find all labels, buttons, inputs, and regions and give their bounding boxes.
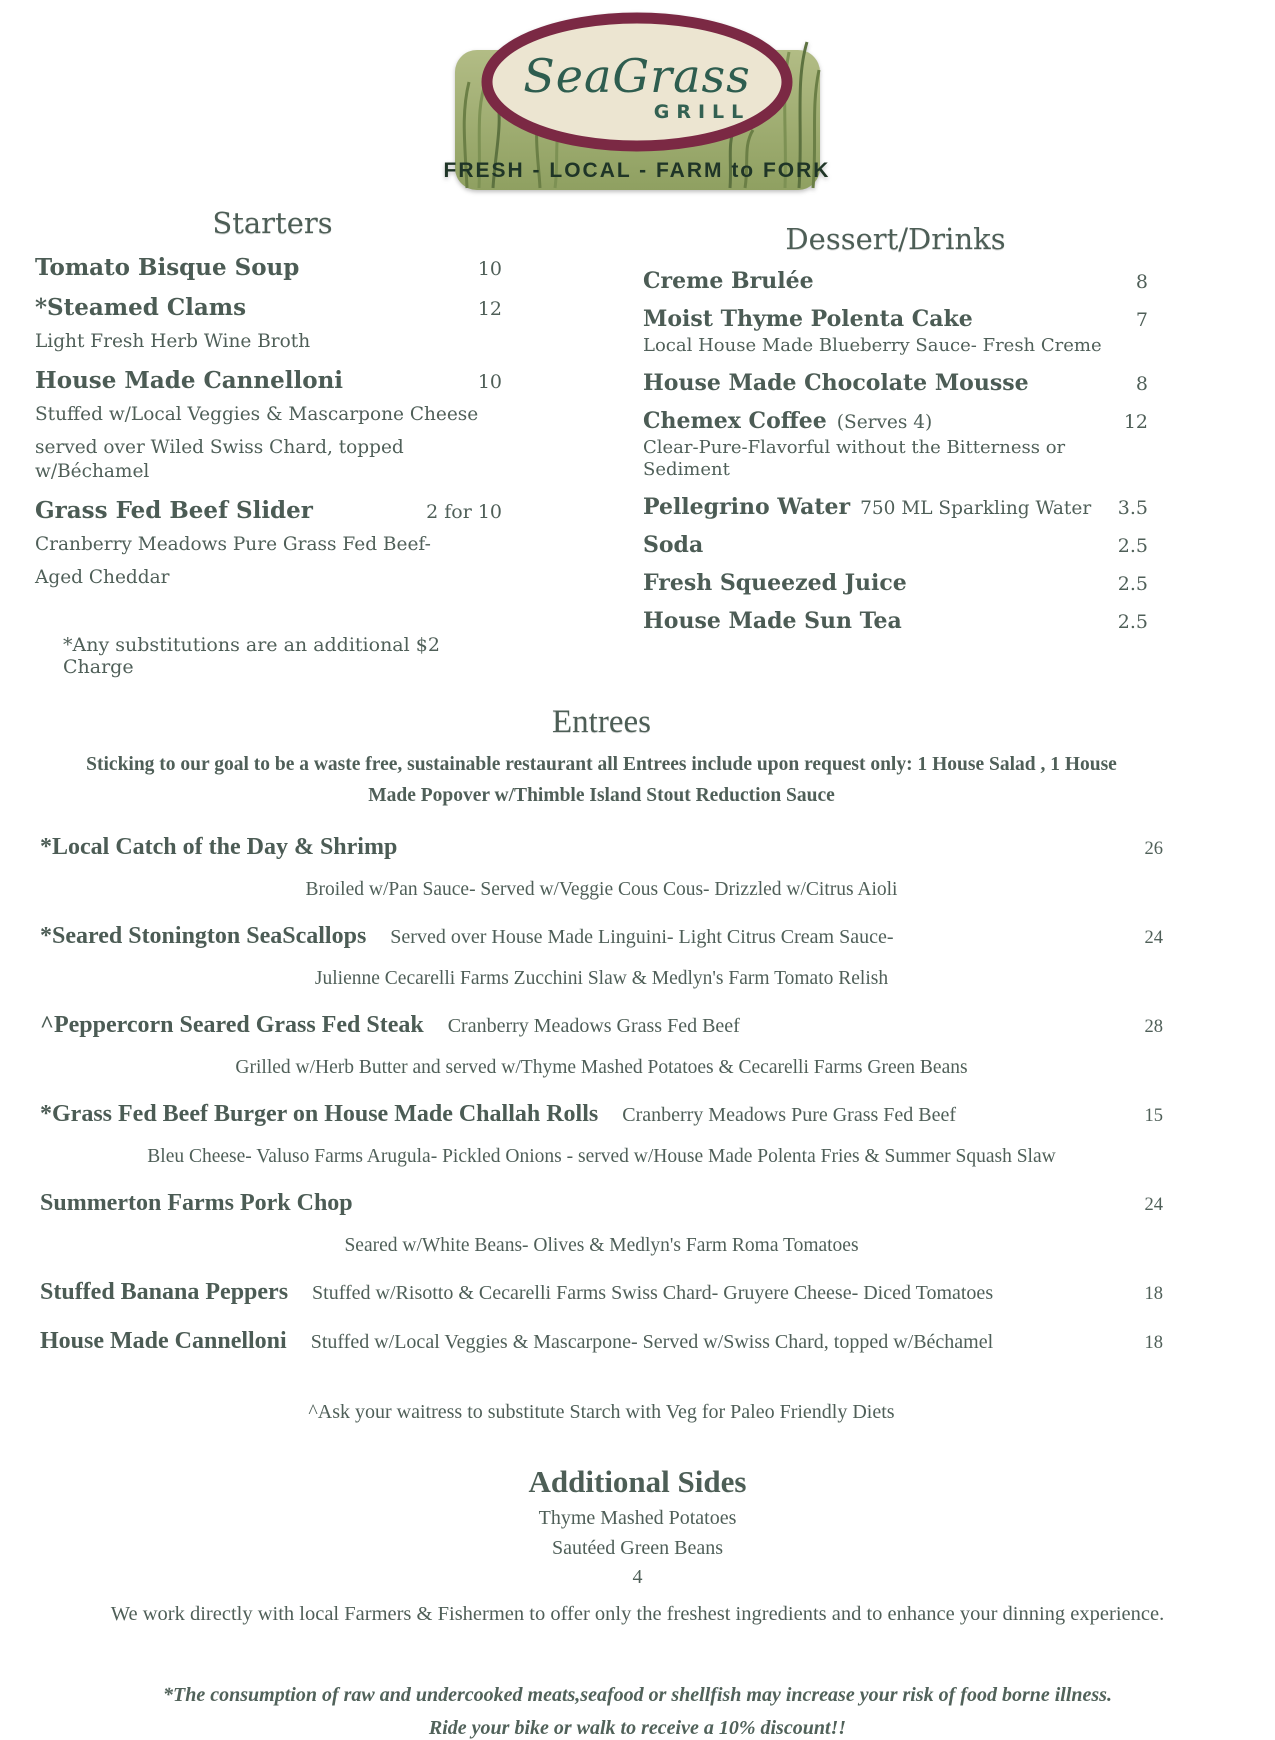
- logo-graphic: [445, 14, 830, 192]
- entree-item-name: House Made Cannelloni: [40, 1327, 287, 1354]
- entrees-section: [0, 704, 1275, 1423]
- entree-item-name: *Grass Fed Beef Burger on House Made Challah Rolls: [40, 1100, 599, 1127]
- starters-list: [35, 254, 510, 590]
- starter-item-desc: Cranberry Meadows Pure Grass Fed Beef-: [35, 534, 431, 556]
- entree-item-desc: Grilled w/Herb Butter and served w/Thyme Mashed Potatoes & Cecarelli Farms Green Beans: [235, 1056, 968, 1078]
- logo-name-text: SeaGrass: [523, 49, 751, 103]
- entree-item-desc: Seared w/White Beans- Olives & Medlyn's Farm Roma Tomatoes: [344, 1234, 859, 1256]
- starter-item-name: Tomato Bisque Soup: [35, 254, 300, 281]
- entree-item-price: 18: [1144, 1283, 1163, 1304]
- entree-item-price: 24: [1144, 927, 1163, 948]
- entree-item: [40, 1279, 1163, 1306]
- dessert-item-line: [643, 268, 1148, 294]
- dessert-item-name: Creme Brulée: [643, 268, 814, 294]
- entree-item: [40, 923, 1163, 990]
- dessert-item: [643, 608, 1148, 634]
- starter-item-desc: Stuffed w/Local Veggies & Mascarpone Cheese: [35, 404, 479, 426]
- entree-item-name: *Local Catch of the Day & Shrimp: [40, 833, 398, 860]
- dessert-item: [643, 494, 1148, 520]
- dessert-item: [643, 306, 1148, 358]
- entree-item-price: 24: [1144, 1194, 1163, 1215]
- dessert-item-name: Moist Thyme Polenta Cake: [643, 306, 973, 332]
- entree-item-line: [40, 1101, 1163, 1128]
- starter-item: [35, 367, 510, 484]
- entree-item-detail: Served over House Made Linguini- Light Citrus Cream Sauce-: [390, 925, 894, 948]
- dessert-item-line: [643, 494, 1148, 520]
- dessert-item-price: 2.5: [1117, 572, 1148, 595]
- entree-item-price: 26: [1144, 838, 1163, 859]
- entrees-title: Entrees: [552, 704, 651, 741]
- dessert-item-desc: Clear-Pure-Flavorful without the Bitterness or Sediment: [643, 436, 1066, 480]
- dessert-item-name: Soda: [643, 531, 704, 558]
- entree-item-price: 18: [1144, 1332, 1163, 1353]
- paleo-note: ^Ask your waitress to substitute Starch with Veg for Paleo Friendly Diets: [308, 1400, 895, 1423]
- entree-item: [40, 834, 1163, 901]
- desserts-list: [643, 268, 1148, 634]
- logo-grill-text: GRILL: [653, 101, 751, 123]
- entree-item: [40, 1101, 1163, 1168]
- entree-item-detail: Cranberry Meadows Grass Fed Beef: [447, 1014, 740, 1037]
- dessert-item-price: 3.5: [1117, 496, 1148, 519]
- starter-item: [35, 497, 510, 590]
- entree-item: [40, 1190, 1163, 1257]
- substitution-note: *Any substitutions are an additional $2 Charge: [63, 634, 440, 679]
- dessert-item-price: 8: [1135, 271, 1148, 293]
- dessert-item-name: House Made Chocolate Mousse: [643, 369, 1029, 396]
- entree-item-price: 28: [1144, 1016, 1163, 1037]
- entrees-list: [40, 834, 1163, 1355]
- dessert-item: [643, 408, 1148, 482]
- entree-item-line: [40, 1328, 1163, 1355]
- entrees-intro-line1: Sticking to our goal to be a waste free, sustainable restaurant all Entrees include upon request only: 1 House Salad , 1 House: [86, 754, 1117, 776]
- dessert-item-line: [643, 408, 1148, 434]
- entree-item-name: Stuffed Banana Peppers: [40, 1278, 289, 1305]
- dessert-item-price: 8: [1135, 372, 1148, 395]
- starter-item-name: Grass Fed Beef Slider: [35, 497, 313, 525]
- starter-item-price: 10: [477, 258, 502, 280]
- dessert-item-name: Fresh Squeezed Juice: [643, 569, 907, 596]
- dessert-item-price: 2.5: [1117, 610, 1148, 633]
- sides-section: [0, 1464, 1275, 1589]
- starter-item-desc: served over Wiled Swiss Chard, topped w/Béchamel: [35, 437, 404, 483]
- starter-item-desc: Light Fresh Herb Wine Broth: [35, 331, 311, 352]
- sides-list: [0, 1507, 1275, 1560]
- side-item: Thyme Mashed Potatoes: [538, 1506, 737, 1529]
- entree-item-line: [40, 923, 1163, 950]
- dessert-item-line: [643, 570, 1148, 596]
- desserts-title: Dessert/Drinks: [785, 222, 1006, 256]
- dessert-item-name: Chemex Coffee: [643, 407, 827, 434]
- entree-item-name: *Seared Stonington SeaScallops: [40, 922, 367, 949]
- starter-item-line: [35, 497, 510, 524]
- dessert-item-price: 2.5: [1117, 534, 1148, 557]
- entree-item-price: 15: [1144, 1105, 1163, 1126]
- dessert-item: [643, 370, 1148, 396]
- raw-food-warning: *The consumption of raw and undercooked meats,seafood or shellfish may increase your risk of food borne illness.: [163, 1683, 1112, 1706]
- starter-item-line: [35, 254, 510, 281]
- dessert-item-name: House Made Sun Tea: [643, 607, 902, 634]
- dessert-item-line: [643, 306, 1148, 332]
- footer-statement: We work directly with local Farmers & Fishermen to offer only the freshest ingredients and to enhance your dinning experience.: [110, 1602, 1165, 1625]
- entree-item-detail: Stuffed w/Local Veggies & Mascarpone- Served w/Swiss Chard, topped w/Béchamel: [310, 1330, 994, 1353]
- dessert-item-price: 12: [1123, 410, 1148, 433]
- dessert-item-price: 7: [1135, 309, 1148, 331]
- dessert-item-desc: Local House Made Blueberry Sauce- Fresh Creme: [643, 335, 1102, 356]
- dessert-item: [643, 570, 1148, 596]
- entree-item-desc: Bleu Cheese- Valuso Farms Arugula- Pickled Onions - served w/House Made Polenta Fries & Summer Squash Slaw: [147, 1145, 1056, 1167]
- entree-item-detail: Stuffed w/Risotto & Cecarelli Farms Swiss Chard- Gruyere Cheese- Diced Tomatoes: [312, 1281, 994, 1304]
- bike-discount-note: Ride your bike or walk to receive a 10% discount!!: [428, 1716, 847, 1739]
- starter-item-price: 12: [477, 298, 502, 320]
- dessert-item: [643, 268, 1148, 294]
- starters-section: [35, 198, 510, 678]
- starters-title: Starters: [212, 206, 333, 240]
- dessert-item-line: [643, 370, 1148, 396]
- side-item: Sautéed Green Beans: [551, 1536, 724, 1559]
- starter-item-name: House Made Cannelloni: [35, 367, 344, 395]
- sides-price: 4: [632, 1565, 643, 1588]
- entree-item-name: Summerton Farms Pork Chop: [40, 1189, 353, 1216]
- starter-item-desc: Aged Cheddar: [35, 567, 170, 589]
- dessert-item-name: Pellegrino Water: [643, 493, 851, 520]
- sides-title: Additional Sides: [528, 1463, 747, 1499]
- entree-item-detail: Cranberry Meadows Pure Grass Fed Beef: [622, 1103, 957, 1126]
- starter-item: [35, 254, 510, 281]
- desserts-section: [643, 198, 1148, 678]
- entree-item-line: [40, 1279, 1163, 1306]
- starter-item-price: 2 for 10: [426, 501, 502, 524]
- restaurant-logo: [0, 0, 1275, 192]
- entree-item-desc: Julienne Cecarelli Farms Zucchini Slaw & Medlyn's Farm Tomato Relish: [314, 967, 889, 989]
- dessert-item-line: [643, 532, 1148, 558]
- starter-item: [35, 294, 510, 354]
- logo-tagline: FRESH - LOCAL - FARM to FORK: [443, 159, 831, 182]
- entree-item-line: [40, 1012, 1163, 1039]
- entree-item: [40, 1328, 1163, 1355]
- entree-item: [40, 1012, 1163, 1079]
- starter-item-line: [35, 367, 510, 394]
- dessert-item: [643, 532, 1148, 558]
- dessert-item-detail: 750 ML Sparkling Water: [860, 497, 1092, 519]
- entree-item-line: [40, 834, 1163, 861]
- entree-item-name: ^Peppercorn Seared Grass Fed Steak: [40, 1011, 424, 1038]
- entrees-intro-line2: Made Popover w/Thimble Island Stout Reduction Sauce: [368, 785, 835, 807]
- dessert-item-line: [643, 608, 1148, 634]
- dessert-item-detail: (Serves 4): [836, 411, 933, 433]
- starter-item-name: *Steamed Clams: [35, 294, 247, 321]
- upper-columns: [0, 198, 1275, 678]
- entree-item-desc: Broiled w/Pan Sauce- Served w/Veggie Cous Cous- Drizzled w/Citrus Aioli: [305, 878, 898, 900]
- starter-item-line: [35, 294, 510, 321]
- starter-item-price: 10: [477, 371, 502, 394]
- entree-item-line: [40, 1190, 1163, 1217]
